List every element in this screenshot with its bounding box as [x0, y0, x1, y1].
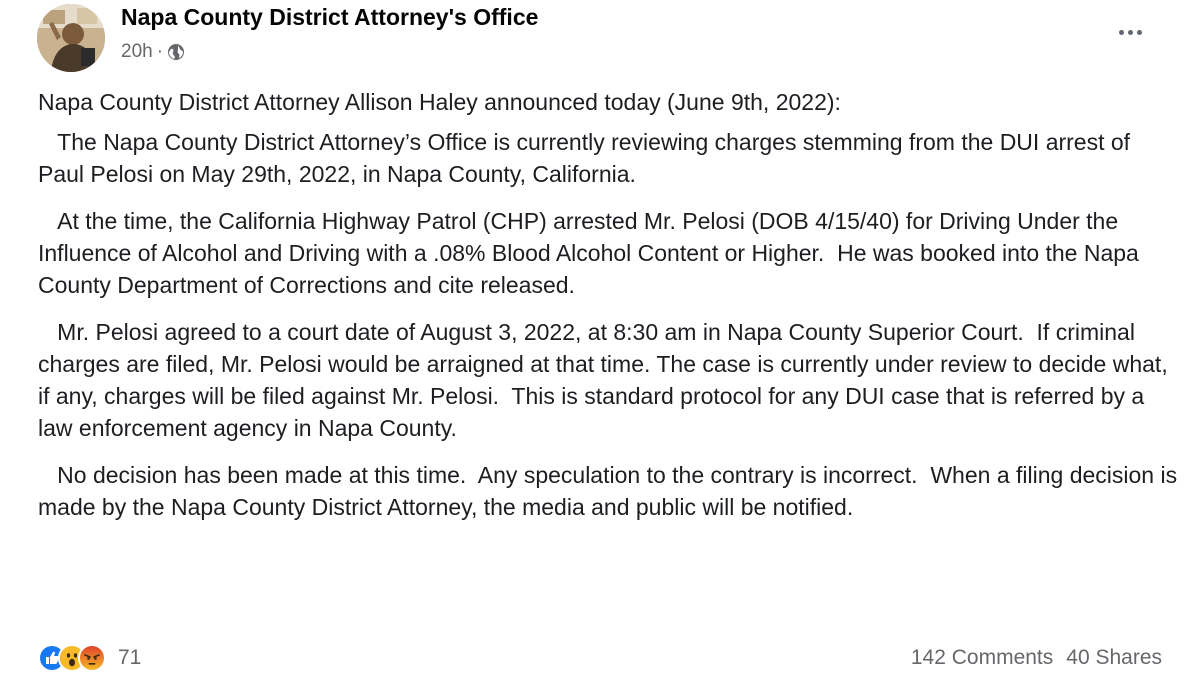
- post-meta: [121, 41, 185, 63]
- post-paragraph: Mr. Pelosi agreed to a court date of August 3, 2022, at 8:30 am in Napa County Superior Court. If criminal charges are filed, Mr. Pelosi would be arraigned at that time. The case is currently under review to decide what, if any, charges will be filed against Mr. Pelosi. This is standard protocol for any DUI case that is referred by a law enforcement agency in Napa County.: [38, 319, 1175, 441]
- post-paragraph: The Napa County District Attorney’s Office is currently reviewing charges stemming from the DUI arrest of Paul Pelosi on May 29th, 2022, in Napa County, California.: [38, 129, 1137, 187]
- more-options-icon: [1119, 30, 1124, 35]
- globe-icon[interactable]: [167, 43, 185, 61]
- page-name[interactable]: Napa County District Attorney's Office: [121, 4, 539, 30]
- avatar-image: [37, 4, 105, 72]
- post-paragraph: No decision has been made at this time. Any speculation to the contrary is incorrect. When a filing decision is made by the Napa County District Attorney, the media and public will be notified.: [38, 462, 1184, 520]
- angry-icon: [78, 644, 106, 672]
- page-avatar[interactable]: [37, 4, 105, 72]
- more-options-button[interactable]: [1108, 14, 1152, 50]
- reactions-summary[interactable]: [38, 644, 141, 672]
- post-text: [38, 86, 1184, 538]
- post-timestamp[interactable]: 20h: [121, 41, 153, 62]
- post-paragraph: At the time, the California Highway Patrol (CHP) arrested Mr. Pelosi (DOB 4/15/40) for Driving Under the Influence of Alcohol and Driving with a .08% Blood Alcohol Content or Higher. He was booked into the Napa County Department of Corrections and cite released.: [38, 208, 1146, 298]
- engagement-counts: [911, 646, 1162, 670]
- post-paragraph: Napa County District Attorney Allison Haley announced today (June 9th, 2022):: [38, 89, 841, 115]
- reaction-count: 71: [118, 646, 142, 669]
- meta-separator: ·: [156, 41, 164, 62]
- post-footer: [38, 640, 1162, 675]
- comments-count[interactable]: 142 Comments: [910, 646, 1054, 669]
- shares-count[interactable]: 40 Shares: [1066, 646, 1162, 669]
